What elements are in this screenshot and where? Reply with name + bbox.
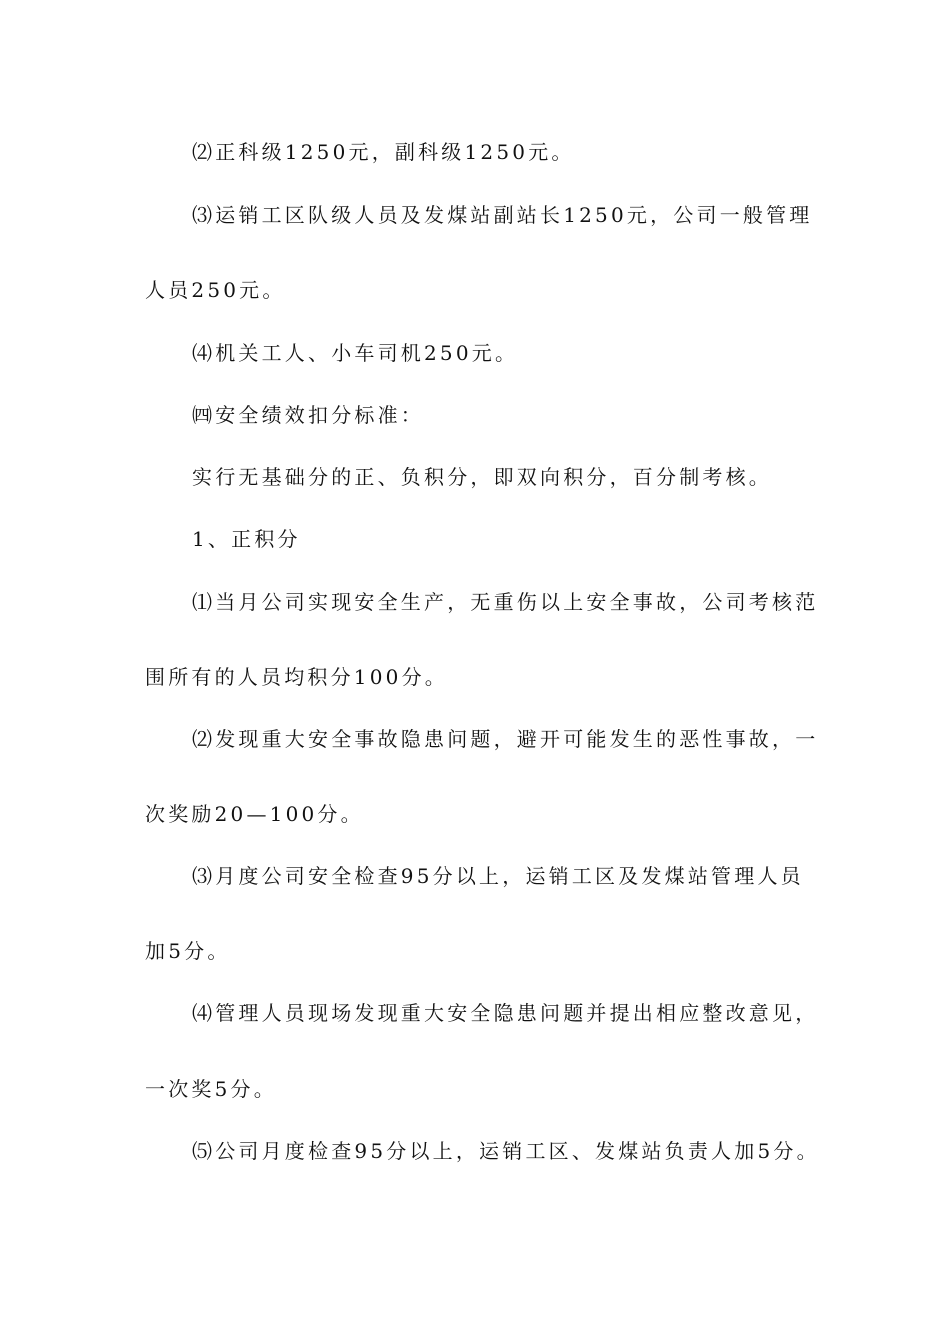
paragraph-line: 人员250元。 — [145, 278, 286, 302]
paragraph-line: 一次奖5分。 — [145, 1077, 277, 1101]
paragraph-line: ⑵发现重大安全事故隐患问题，避开可能发生的恶性事故，一 — [192, 727, 819, 751]
paragraph-line: ⑶运销工区队级人员及发煤站副站长1250元，公司一般管理 — [192, 203, 813, 227]
paragraph-line: ⑷机关工人、小车司机250元。 — [192, 341, 519, 365]
paragraph-line: 加5分。 — [145, 939, 231, 963]
paragraph-line: ⑷管理人员现场发现重大安全隐患问题并提出相应整改意见， — [192, 1001, 819, 1025]
paragraph-line: ⑵正科级1250元，副科级1250元。 — [192, 140, 575, 164]
subsection-heading: 1、正积分 — [192, 527, 301, 551]
paragraph-line: ⑶月度公司安全检查95分以上，运销工区及发煤站管理人员 — [192, 864, 804, 888]
paragraph-line: 实行无基础分的正、负积分，即双向积分，百分制考核。 — [192, 465, 772, 489]
paragraph-line: 次奖励20—100分。 — [145, 802, 364, 826]
paragraph-line: ⑸公司月度检查95分以上，运销工区、发煤站负责人加5分。 — [192, 1139, 820, 1163]
section-heading: ㈣安全绩效扣分标准： — [192, 403, 424, 427]
paragraph-line: 围所有的人员均积分100分。 — [145, 665, 448, 689]
paragraph-line: ⑴当月公司实现安全生产，无重伤以上安全事故，公司考核范 — [192, 590, 819, 614]
